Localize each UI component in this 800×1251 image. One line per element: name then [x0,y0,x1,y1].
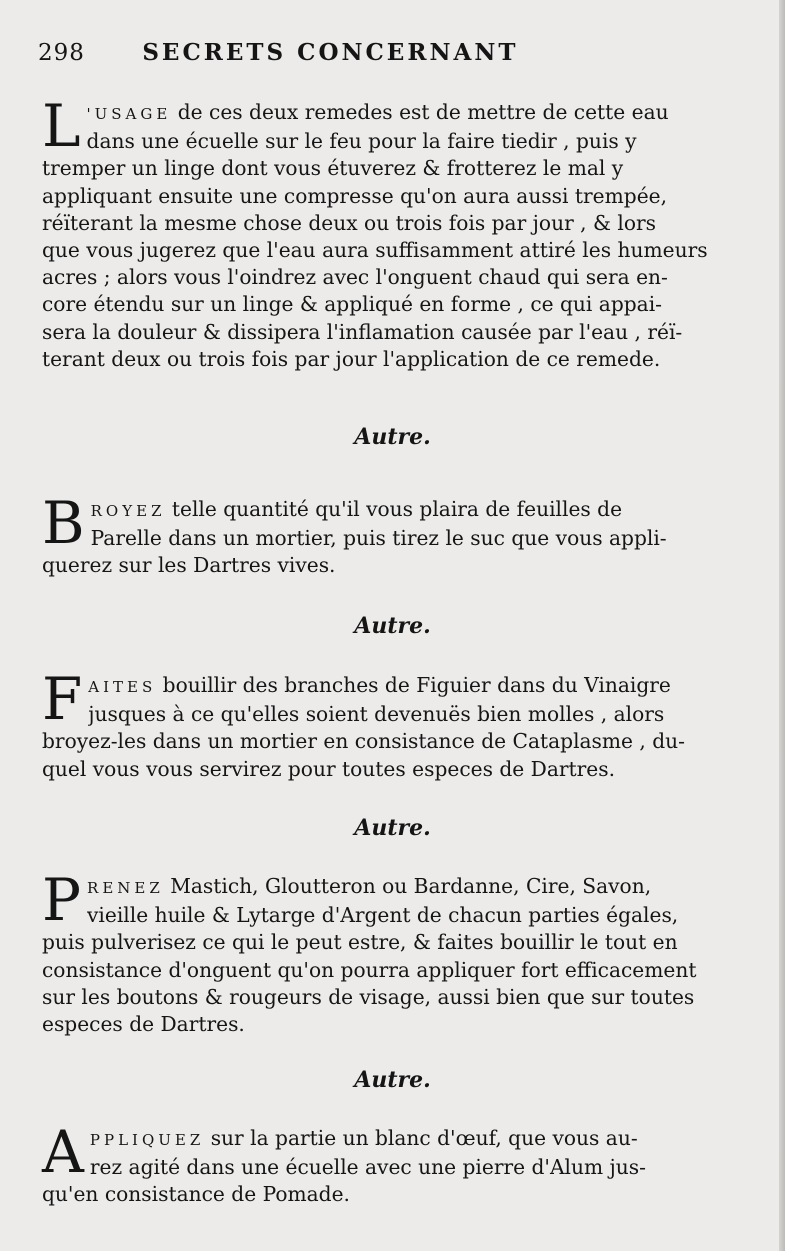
text-line: broyez-les dans un mortier en consistance de Cataplasme , du- [42,729,686,754]
section-heading: Autre. [354,613,431,639]
text-line: acres ; alors vous l'oindrez avec l'onguent chaud qui sera en- [42,265,668,290]
text-line: qu'en consistance de Pomade. [42,1182,350,1207]
drop-cap: A [42,1118,84,1186]
text-line: sur les boutons & rougeurs de visage, aussi bien que sur toutes [42,984,695,1009]
text-line: jusques à ce qu'elles soient devenuës bien molles , alors [88,702,665,727]
drop-cap: L [42,92,81,160]
text-line: querez sur les Dartres vives. [42,553,336,578]
section-heading: Autre. [354,1067,431,1093]
paragraph-appliquez [42,1118,712,1209]
running-title: SECRETS CONCERNANT [142,39,519,66]
paragraph-usage [42,92,712,373]
text-line: que vous jugerez que l'eau aura suffisamment attiré les humeurs [42,238,708,263]
opening-word: RENEZ [87,879,164,897]
paragraph-broyez [42,489,712,580]
text-line: tremper un linge dont vous étuverez & frotterez le mal y [42,156,624,181]
opening-word: ROYEZ [90,502,166,520]
section-heading: Autre. [354,424,431,450]
opening-word: AITES [88,678,157,696]
drop-cap: B [42,489,85,557]
opening-word: PPLIQUEZ [89,1131,205,1149]
text-line: de ces deux remedes est de mettre de cette eau [171,100,669,124]
text-line: quel vous vous servirez pour toutes especes de Dartres. [42,756,615,781]
page-header [38,38,638,68]
text-line: réïterant la mesme chose deux ou trois fois par jour , & lors [42,210,656,235]
text-line: Parelle dans un mortier, puis tirez le suc que vous appli- [90,526,667,551]
paragraph-faites [42,665,712,783]
text-line: dans une écuelle sur le feu pour la faire tiedir , puis y [86,129,637,154]
text-line: sur la partie un blanc d'œuf, que vous au- [204,1126,638,1150]
text-line: puis pulverisez ce qui le peut estre, & faites bouillir le tout en [42,930,678,955]
text-line: rez agité dans une écuelle avec une pierre d'Alum jus- [89,1155,646,1180]
text-line: sera la douleur & dissipera l'inflamation causée par l'eau , réï- [42,319,683,344]
text-line: Mastich, Gloutteron ou Bardanne, Cire, Savon, [163,874,652,898]
text-line: terant deux ou trois fois par jour l'application de ce remede. [42,346,661,371]
drop-cap: P [42,866,82,934]
text-line: telle quantité qu'il vous plaira de feuilles de [165,497,623,521]
paragraph-prenez [42,866,712,1038]
section-heading: Autre. [354,815,431,841]
page-number: 298 [38,40,85,66]
text-line: consistance d'onguent qu'on pourra appliquer fort efficacement [42,957,697,982]
text-line: core étendu sur un linge & appliqué en forme , ce qui appai- [42,292,662,317]
drop-cap: F [42,665,83,733]
text-line: bouillir des branches de Figuier dans du Vinaigre [156,673,671,697]
text-line: appliquant ensuite une compresse qu'on aura aussi trempée, [42,183,668,208]
text-line: vieille huile & Lytarge d'Argent de chacun parties égales, [87,903,679,928]
text-line: especes de Dartres. [42,1012,245,1037]
opening-word: 'USAGE [86,105,172,123]
